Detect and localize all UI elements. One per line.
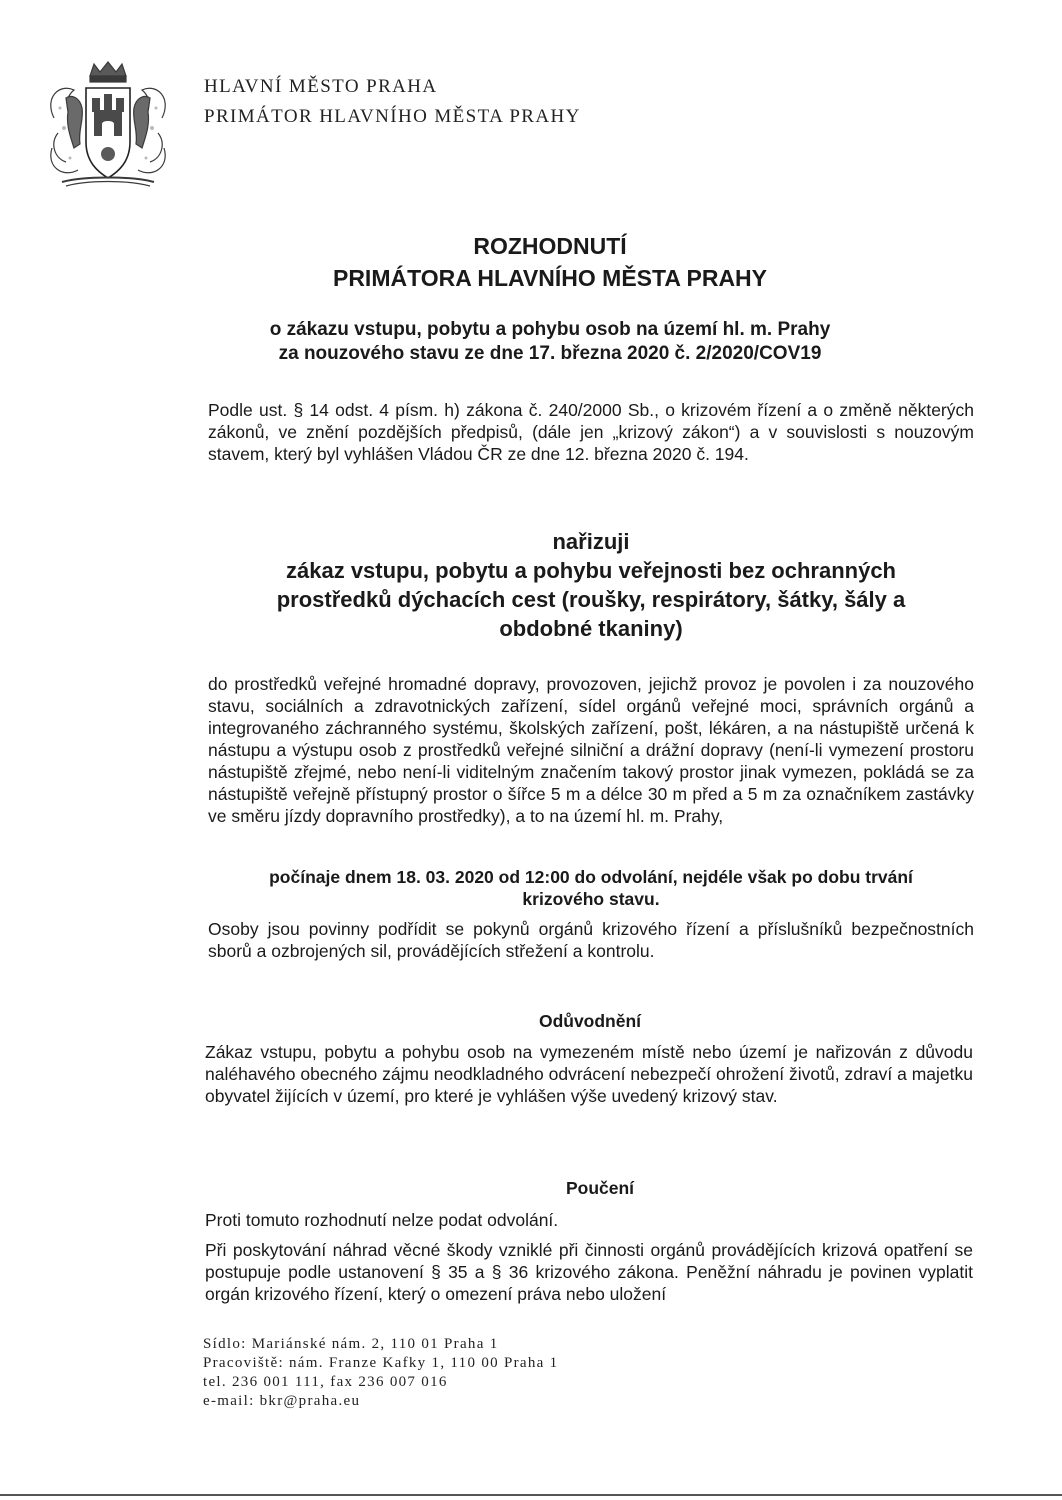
scan-edge-divider	[0, 1494, 1062, 1496]
justification-paragraph: Zákaz vstupu, pobytu a pohybu osob na vymezeném místě nebo území je nařizován z důvodu naléhavého obecného zájmu neodkladného odvrácení nebezpečí ohrožení životů, zdraví a majetku obyvatel žijících v území, pro které je vyhlášen výše uvedený krizový stav.	[205, 1042, 973, 1106]
issuer-office: PRIMÁTOR HLAVNÍHO MĚSTA PRAHY	[204, 106, 581, 127]
issuer-city: HLAVNÍ MĚSTO PRAHA	[204, 76, 438, 97]
order-line-3: obdobné tkaniny)	[499, 616, 683, 641]
order-heading	[226, 527, 956, 643]
footer-workplace: Pracoviště: nám. Franze Kafky 1, 110 00 Praha 1	[203, 1355, 559, 1371]
advice-heading: Poučení	[565, 1178, 635, 1198]
order-line-1: zákaz vstupu, pobytu a pohybu veřejnosti bez ochranných	[286, 558, 896, 583]
issuer-header	[204, 72, 581, 132]
contact-footer	[203, 1335, 558, 1411]
footer-phone: tel. 236 001 111, fax 236 007 016	[203, 1374, 448, 1390]
prague-coat-of-arms-icon	[44, 58, 172, 190]
scope-paragraph: do prostředků veřejné hromadné dopravy, provozoven, jejichž provoz je povolen i za nouzového stavu, sociálních a zdravotnických zařízení, sídel orgánů veřejné moci, správních orgánů a integrovaného záchranného systému, školských zařízení, pošt, lékáren, a na nástupiště určená k nástupu a výstupu osob z prostředků veřejné silniční a drážní dopravy (není-li vymezení prostoru nástupiště zřejmé, nebo není-li viditelným značením takový prostor jinak vymezen, pokládá se za nástupiště veřejně přístupný prostor o šířce 5 m a délce 30 m před a 5 m za označníkem zastávky ve směru jízdy dopravního prostředky), a to na území hl. m. Prahy,	[208, 674, 974, 826]
footer-address: Sídlo: Mariánské nám. 2, 110 01 Praha 1	[203, 1336, 499, 1352]
obligation-paragraph: Osoby jsou povinny podřídit se pokynů orgánů krizového řízení a příslušníků bezpečnostních sborů a ozbrojených sil, provádějících střežení a kontrolu.	[208, 919, 974, 961]
effective-line-2: krizového stavu.	[522, 889, 660, 909]
order-verb: nařizuji	[552, 529, 630, 554]
footer-email: e-mail: bkr@praha.eu	[203, 1393, 361, 1409]
effective-line-1: počínaje dnem 18. 03. 2020 od 12:00 do odvolání, nejdéle však po dobu trvání	[269, 867, 913, 887]
advice-paragraph-1: Proti tomuto rozhodnutí nelze podat odvolání.	[205, 1210, 559, 1230]
legal-basis-paragraph: Podle ust. § 14 odst. 4 písm. h) zákona č. 240/2000 Sb., o krizovém řízení a o změně některých zákonů, ve znění pozdějších předpisů, (dále jen „krizový zákon“) a v souvislosti s nouzovým stavem, který byl vyhlášen Vládou ČR ze dne 12. března 2020 č. 194.	[208, 400, 974, 464]
justification-heading: Odůvodnění	[538, 1011, 642, 1031]
advice-paragraph-2: Při poskytování náhrad věcné škody vzniklé při činnosti orgánů provádějících krizová opatření se postupuje podle ustanovení § 35 a § 36 krizového zákona. Peněžní náhradu je povinen vyplatit orgán krizového řízení, který o omezení práva nebo uložení	[205, 1240, 973, 1304]
order-line-2: prostředků dýchacích cest (roušky, respirátory, šátky, šály a	[276, 587, 906, 612]
document-title-issuer: PRIMÁTORA HLAVNÍHO MĚSTA PRAHY	[332, 265, 768, 291]
subtitle-line-2: za nouzového stavu ze dne 17. března 2020 č. 2/2020/COV19	[278, 343, 822, 364]
effective-date	[216, 866, 966, 910]
document-title: ROZHODNUTÍ	[473, 233, 627, 259]
subtitle-line-1: o zákazu vstupu, pobytu a pohybu osob na území hl. m. Prahy	[269, 319, 831, 340]
document-subtitle	[150, 318, 950, 366]
